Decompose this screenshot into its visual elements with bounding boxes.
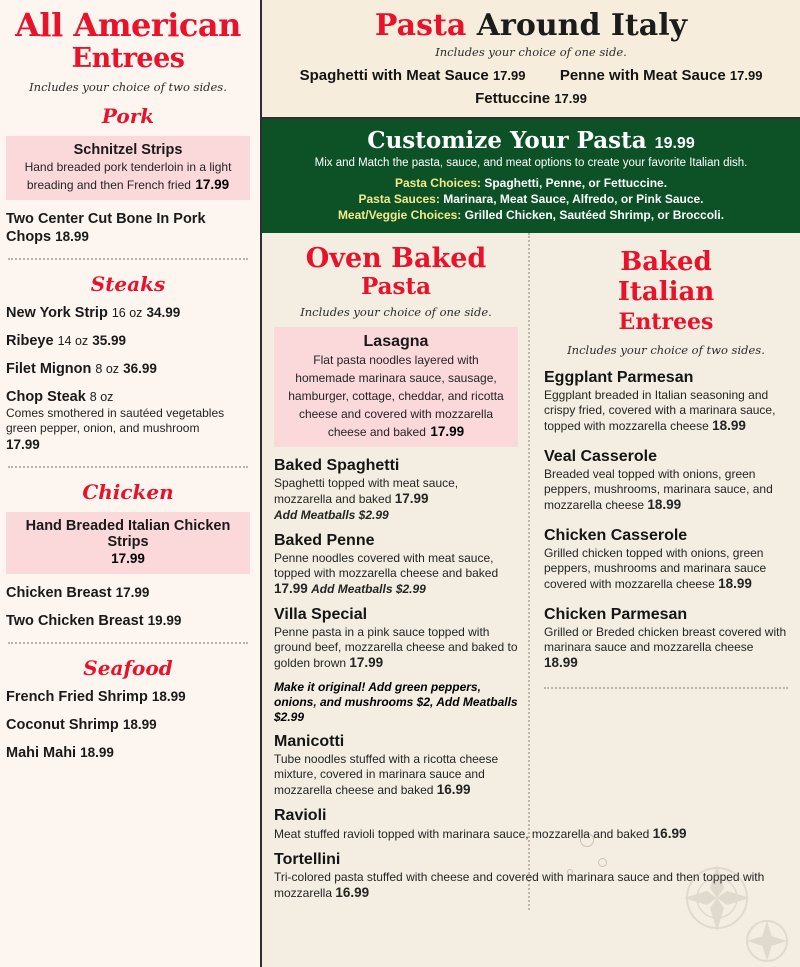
pasta-items-row1 [272, 67, 790, 84]
oven-baked-title-line2: Pasta [360, 273, 432, 300]
customize-sauces-value: Marinara, Meat Sauce, Alfredo, or Pink Sauce. [443, 192, 704, 206]
eggplant-parmesan-price: 18.99 [712, 418, 746, 433]
veal-casserole-name: Veal Casserole [544, 448, 657, 465]
eggplant-parmesan-desc-text: Eggplant breaded in Italian seasoning and crispy fried, covered with a marinara sauce, topped with mozzarella cheese [544, 388, 776, 433]
baked-spaghetti-price: 17.99 [394, 491, 429, 506]
pasta-items-row2 [272, 90, 790, 107]
highlight-schnitzel-strips [6, 136, 250, 200]
filet-mignon-size: 8 oz [95, 362, 120, 376]
chicken-breast-price: 17.99 [115, 585, 150, 600]
item-ravioli [274, 807, 687, 842]
filet-mignon-name: Filet Mignon [6, 361, 92, 377]
ribeye-price: 35.99 [92, 333, 127, 348]
pasta-title-red: Pasta [374, 8, 467, 43]
penne-meat-sauce-price: 17.99 [729, 68, 763, 83]
manicotti-price: 16.99 [436, 782, 471, 797]
chicken-parmesan-price: 18.99 [544, 655, 578, 670]
divider [8, 642, 248, 644]
customize-choice-meat [272, 207, 790, 223]
section-title-steaks: Steaks [90, 272, 166, 296]
pasta-around-italy-section [262, 0, 800, 119]
chop-steak-desc: Comes smothered in sautéed vegetables green pepper, onion, and mushroom [6, 406, 225, 435]
ravioli-desc [274, 826, 779, 842]
all-american-title-line2: Entrees [71, 43, 185, 74]
item-pork-chops [6, 210, 250, 246]
section-title-chicken: Chicken [82, 480, 174, 504]
customize-your-pasta-banner [262, 119, 800, 233]
chop-steak-price: 17.99 [6, 437, 40, 452]
coconut-shrimp-name: Coconut Shrimp [6, 717, 119, 733]
mahi-mahi-price: 18.99 [80, 745, 114, 760]
schnitzel-strips-desc: Hand breaded pork tenderloin in a light breading and then French fried [24, 160, 232, 192]
highlight-chicken-strips [6, 512, 250, 574]
chicken-strips-name: Hand Breaded Italian Chicken Strips [25, 518, 231, 550]
chicken-breast-name: Chicken Breast [6, 585, 112, 601]
lasagna-name: Lasagna [363, 333, 429, 350]
divider [544, 687, 788, 689]
item-two-chicken-breast [6, 612, 250, 630]
manicotti-desc-text: Tube noodles stuffed with a ricotta cheese mixture, covered in marinara sauce and mozzarella cheese and baked [274, 752, 499, 797]
mahi-mahi-name: Mahi Mahi [6, 745, 77, 761]
pasta-subtitle: Includes your choice of one side. [435, 45, 627, 59]
item-chicken-casserole [544, 527, 788, 592]
fettuccine-name: Fettuccine [475, 90, 551, 107]
chicken-strips-price: 17.99 [111, 551, 145, 566]
tortellini-desc-text: Tri-colored pasta stuffed with cheese and covered with marinara sauce and then topped with mozzarella [274, 870, 765, 900]
baked-penne-desc [274, 551, 518, 597]
section-title-pork: Pork [101, 104, 155, 128]
baked-spaghetti-desc [274, 476, 518, 507]
chop-steak-name: Chop Steak [6, 389, 86, 405]
baked-spaghetti-name: Baked Spaghetti [274, 457, 400, 474]
new-york-strip-price: 34.99 [146, 305, 181, 320]
right-column [262, 0, 800, 967]
item-baked-penne [274, 532, 518, 597]
all-american-column [0, 0, 262, 967]
customize-choice-sauces [272, 191, 790, 207]
spaghetti-meat-sauce-name: Spaghetti with Meat Sauce [299, 67, 489, 84]
item-filet-mignon [6, 360, 250, 378]
customize-sauces-label: Pasta Sauces: [358, 192, 440, 206]
chicken-parmesan-desc [544, 625, 788, 671]
pasta-title-black: Around Italy [476, 8, 688, 43]
customize-meat-value: Grilled Chicken, Sautéed Shrimp, or Broccoli. [464, 208, 725, 222]
customize-meat-label: Meat/Veggie Choices: [337, 208, 462, 222]
baked-italian-title [544, 247, 788, 337]
chicken-casserole-desc [544, 546, 788, 592]
divider [8, 466, 248, 468]
all-american-subtitle: Includes your choice of two sides. [29, 80, 227, 94]
lasagna-price: 17.99 [430, 424, 465, 439]
ravioli-price: 16.99 [652, 826, 687, 841]
item-mahi-mahi [6, 744, 250, 762]
french-fried-shrimp-name: French Fried Shrimp [6, 689, 148, 705]
penne-meat-sauce-name: Penne with Meat Sauce [559, 67, 726, 84]
chicken-casserole-desc-text: Grilled chicken topped with onions, green peppers, mushrooms and marinara sauce covered with mozzarella cheese [544, 546, 767, 591]
coconut-shrimp-price: 18.99 [122, 717, 157, 732]
new-york-strip-name: New York Strip [6, 305, 108, 321]
chicken-parmesan-desc-text: Grilled or Breded chicken breast covered with marinara sauce and mozzarella cheese [544, 625, 787, 654]
two-chicken-breast-name: Two Chicken Breast [6, 613, 144, 629]
item-chicken-breast [6, 584, 250, 602]
schnitzel-strips-price: 17.99 [195, 177, 230, 192]
baked-italian-title-line3: Entrees [618, 309, 714, 335]
section-title-seafood: Seafood [83, 656, 173, 680]
villa-special-name: Villa Special [274, 606, 368, 623]
item-chicken-parmesan [544, 606, 788, 671]
customize-pasta-label: Pasta Choices: [394, 176, 481, 190]
item-veal-casserole [544, 448, 788, 513]
lower-sections [262, 233, 800, 910]
item-baked-spaghetti [274, 457, 518, 523]
filet-mignon-price: 36.99 [123, 361, 157, 376]
baked-penne-name: Baked Penne [274, 532, 375, 549]
pork-chops-price: 18.99 [55, 229, 89, 244]
item-coconut-shrimp [6, 716, 250, 734]
fettuccine-price: 17.99 [554, 91, 587, 106]
pasta-around-italy-title [272, 8, 790, 43]
tortellini-desc [274, 870, 779, 901]
veal-casserole-desc-text: Breaded veal topped with onions, green peppers, mushrooms, marinara sauce, and mozzarella cheese [544, 467, 773, 512]
item-manicotti [274, 733, 518, 798]
baked-spaghetti-desc-text: Spaghetti topped with meat sauce, mozzarella and baked [274, 476, 459, 506]
oven-baked-title [274, 245, 518, 301]
all-american-title-line1: All American [15, 6, 241, 44]
divider [8, 258, 248, 260]
baked-italian-column [530, 233, 800, 910]
baked-penne-extra: Add Meatballs $2.99 [311, 582, 426, 596]
chop-steak-size: 8 oz [89, 390, 114, 404]
lasagna-desc: Flat pasta noodles layered with homemade marinara sauce, sausage, hamburger, cottage, cheddar, and ricotta cheese and covered with mozzarella cheese and baked [288, 353, 504, 439]
highlight-lasagna [274, 327, 518, 447]
eggplant-parmesan-desc [544, 388, 788, 434]
spaghetti-meat-sauce-price: 17.99 [492, 68, 526, 83]
baked-penne-price: 17.99 [274, 581, 308, 596]
baked-spaghetti-extra: Add Meatballs $2.99 [274, 508, 389, 522]
item-ribeye [6, 332, 250, 350]
customize-price: 19.99 [654, 135, 695, 152]
item-tortellini [274, 851, 765, 901]
item-chop-steak [6, 388, 250, 454]
chicken-casserole-price: 18.99 [718, 576, 752, 591]
tortellini-name: Tortellini [274, 851, 341, 868]
baked-italian-title-line1: Baked [620, 247, 712, 277]
oven-baked-title-line1: Oven Baked [305, 243, 487, 274]
baked-penne-desc-text: Penne noodles covered with meat sauce, topped with mozzarella cheese and baked [274, 551, 499, 580]
villa-special-price: 17.99 [349, 655, 384, 670]
baked-italian-title-line2: Italian [617, 277, 715, 307]
item-eggplant-parmesan [544, 369, 788, 434]
ribeye-name: Ribeye [6, 333, 54, 349]
oven-baked-subtitle: Includes your choice of one side. [300, 305, 492, 319]
customize-pasta-value: Spaghetti, Penne, or Fettuccine. [484, 176, 668, 190]
item-french-fried-shrimp [6, 688, 250, 706]
customize-title-row [272, 127, 790, 154]
manicotti-name: Manicotti [274, 733, 345, 750]
customize-choice-pasta [272, 175, 790, 191]
manicotti-desc [274, 752, 518, 798]
ribeye-size: 14 oz [57, 334, 89, 348]
villa-special-desc-text: Penne pasta in a pink sauce topped with ground beef, mozzarella cheese and baked to golden brown [274, 625, 518, 670]
make-it-original-note: Make it original! Add green peppers, onions, and mushrooms $2, Add Meatballs $2.99 [274, 680, 518, 724]
tortellini-price: 16.99 [335, 885, 370, 900]
chicken-casserole-name: Chicken Casserole [544, 527, 688, 544]
chicken-parmesan-name: Chicken Parmesan [544, 606, 688, 623]
all-american-title [6, 8, 250, 76]
ravioli-desc-text: Meat stuffed ravioli topped with marinara sauce, mozzarella and baked [274, 827, 650, 841]
customize-title: Customize Your Pasta [367, 127, 647, 154]
ravioli-name: Ravioli [274, 807, 327, 824]
baked-italian-subtitle: Includes your choice of two sides. [567, 343, 765, 357]
customize-tagline: Mix and Match the pasta, sauce, and meat options to create your favorite Italian dish. [314, 157, 748, 169]
new-york-strip-size: 16 oz [111, 306, 143, 320]
schnitzel-strips-name: Schnitzel Strips [73, 142, 183, 158]
two-chicken-breast-price: 19.99 [147, 613, 182, 628]
item-new-york-strip [6, 304, 250, 322]
item-villa-special [274, 606, 518, 671]
villa-special-desc [274, 625, 518, 671]
french-fried-shrimp-price: 18.99 [151, 689, 186, 704]
pork-chops-name: Two Center Cut Bone In Pork Chops [6, 211, 206, 245]
veal-casserole-desc [544, 467, 788, 513]
eggplant-parmesan-name: Eggplant Parmesan [544, 369, 694, 386]
veal-casserole-price: 18.99 [647, 497, 682, 512]
